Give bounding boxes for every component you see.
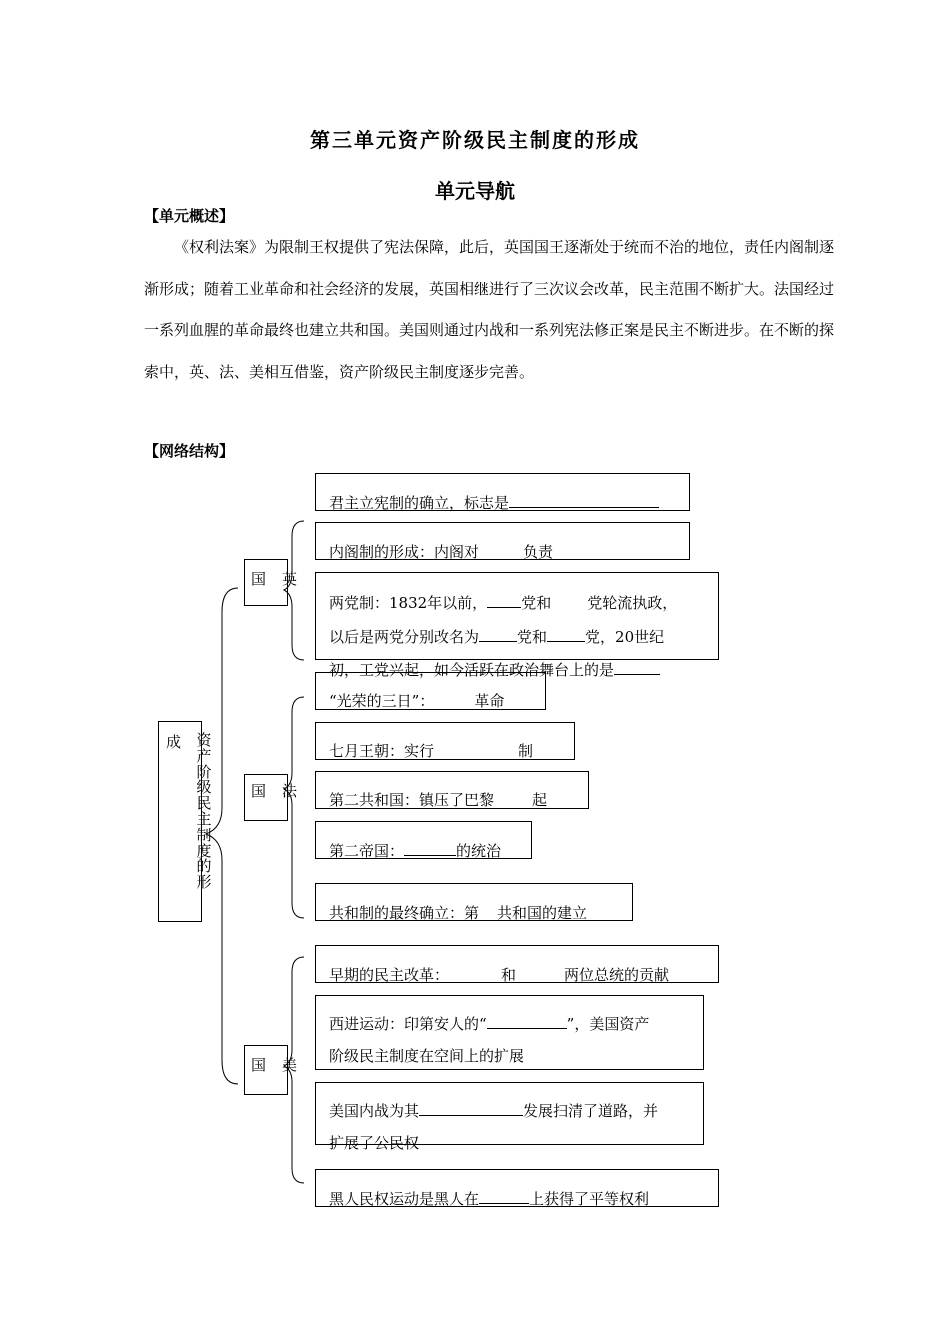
section-subtitle: 单元导航 (435, 179, 515, 203)
country-fr-a: 国 (251, 782, 267, 800)
us-item-3-line-2: 扩展了公民权 (329, 1134, 420, 1152)
answer-blank (479, 627, 517, 642)
country-uk-a: 国 (251, 570, 267, 588)
answer-blank (419, 1101, 523, 1116)
fr-item-2: 七月王朝：实行 制 (329, 742, 534, 760)
answer-blank (487, 1014, 567, 1029)
answer-blank (404, 841, 456, 856)
overview-paragraph: 《权利法案》为限制王权提供了宪法保障，此后，英国国王逐渐处于统而不治的地位，责任内阁制逐渐形成；随着工业革命和社会经济的发展，英国相继进行了三次议会改革，民主范围不断扩大。法国经过一系列血腥的革命最终也建立共和国。美国则通过内战和一系列宪法修正案是民主不断进步。在不断的探索中，英、法、美相互借鉴，资产阶级民主制度逐步完善。 (144, 238, 835, 381)
root-label-a: 成 (166, 733, 182, 751)
answer-blank (487, 593, 521, 608)
country-us-b: 美 (282, 1056, 298, 1074)
uk-item-3-line-3: 初，工党兴起，如今活跃在政治舞台上的是 (329, 655, 660, 686)
country-us-a: 国 (251, 1056, 267, 1074)
overview-heading: 【单元概述】 (144, 207, 235, 225)
us-item-4: 黑人民权运动是黑人在 上获得了平等权利 (329, 1190, 650, 1208)
answer-blank (614, 660, 660, 675)
uk-item-2: 内阁制的形成：内阁对 负责 (329, 543, 554, 561)
fr-item-5: 共和制的最终确立：第 共和国的建立 (329, 904, 588, 922)
root-label-b: 资产阶级民主制度的形 (196, 731, 212, 892)
fr-item-1: “光荣的三日”： 革命 (329, 692, 505, 710)
uk-item-3-line-2: 以后是两党分别改名为 党和 党，20世纪 (329, 628, 665, 646)
us-item-2-line-2: 阶级民主制度在空间上的扩展 (329, 1047, 525, 1065)
network-heading: 【网络结构】 (144, 442, 235, 460)
uk-item-3-line-1: 两党制：1832年以前， 党和 党轮流执政， (329, 594, 678, 612)
country-fr-b: 法 (282, 782, 298, 800)
us-item-1: 早期的民主改革： 和 两位总统的贡献 (329, 966, 670, 984)
answer-blank (479, 1189, 529, 1204)
page-title: 第三单元资产阶级民主制度的形成 (310, 128, 640, 152)
answer-blank (509, 493, 659, 508)
fr-item-4: 第二帝国： 的统治 (329, 842, 502, 860)
fr-item-3: 第二共和国：镇压了巴黎 起 (329, 791, 548, 809)
us-item-3-line-1: 美国内战为其 发展扫清了道路，并 (329, 1102, 659, 1120)
us-item-2-line-1: 西进运动：印第安人的“ ”，美国资产 (329, 1015, 650, 1033)
uk-item-1: 君主立宪制的确立，标志是 (329, 488, 659, 519)
answer-blank (547, 627, 585, 642)
country-uk-b: 英 (282, 570, 298, 588)
